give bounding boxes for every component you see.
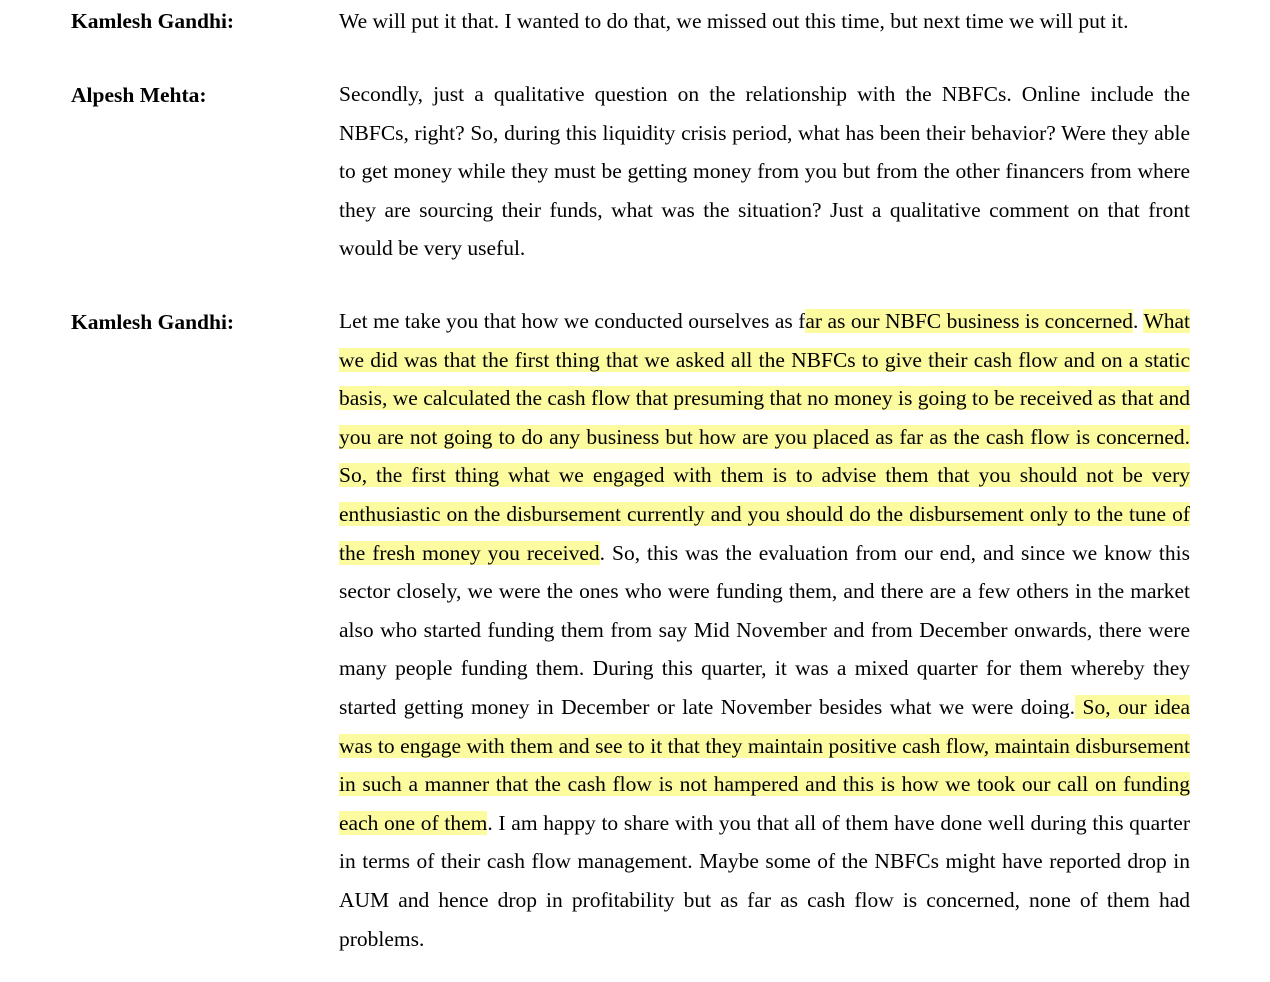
speaker-name: Kamlesh Gandhi:: [71, 9, 235, 33]
speech-segment: . So, this was the evaluation from our end, and since we know this sector closely, we were the ones who were funding them, and there are a few others in the market also who started funding them from say Mid November and from December onwards, there were many people funding them. During this quarter, it was a mixed quarter for them whereby they started getting money in December or late November besides what we were doing.: [339, 540, 1190, 719]
speech-segment: Secondly, just a qualitative question on the relationship with the NBFCs. Online include the NBFCs, right? So, during this liquidity crisis period, what has been their behavior? Were they able to get money while they must be getting money from you but from the other financers from where they are sourcing their funds, what was the situation? Just a qualitative comment on that front would be very useful.: [339, 82, 1190, 261]
speech-text: [339, 302, 1190, 958]
highlighted-segment: ar as our NBFC business is concerned: [805, 309, 1133, 333]
speaker-name: Kamlesh Gandhi:: [71, 310, 235, 334]
speech-text: [339, 9, 1190, 33]
highlighted-segment: What we did was that the first thing that we asked all the NBFCs to give their cash flow and on a static basis, we calculated the cash flow that presuming that no money is going to be received as that and you are not going to do any business but how are you placed as far as the cash flow is concerned. So, the first thing what we engaged with them is to advise them that you should not be very enthusiastic on the disbursement currently and you should do the disbursement only to the tune of the fresh money you received: [339, 309, 1190, 565]
speech-segment: .: [1133, 309, 1144, 333]
speech-segment: . I am happy to share with you that all of them have done well during this quarter in terms of their cash flow management. Maybe some of the NBFCs might have reported drop in AUM and hence drop in profitability but as far as cash flow is concerned, none of them had problems.: [339, 810, 1190, 951]
highlighted-segment: So, our idea was to engage with them and see to it that they maintain positive cash flow, maintain disbursement in such a manner that the cash flow is not hampered and this is how we took our call on funding each one of them: [339, 694, 1190, 835]
speech-segment: Let me take you that how we conducted ourselves as f: [339, 309, 806, 333]
speech-segment: We will put it that. I wanted to do that, we missed out this time, but next time we will put it.: [339, 9, 1129, 33]
speech-text: [339, 75, 1190, 268]
speaker-name: Alpesh Mehta:: [71, 83, 207, 107]
